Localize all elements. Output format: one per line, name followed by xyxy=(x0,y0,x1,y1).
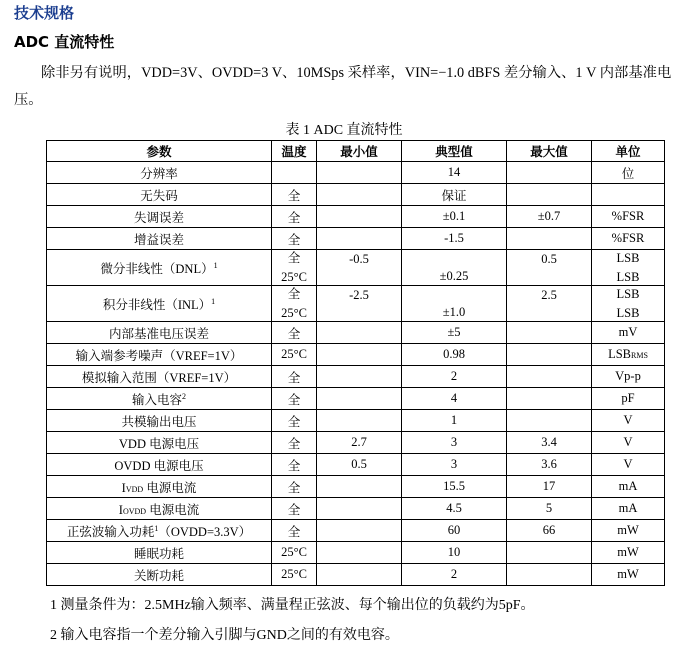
temp-cell: 全 xyxy=(272,228,317,250)
max-value: 2.5 xyxy=(541,288,557,302)
min-cell xyxy=(317,366,402,388)
footnote-ref: 1 xyxy=(154,523,159,533)
temp-cell: 全 xyxy=(272,476,317,498)
min-cell xyxy=(317,520,402,542)
min-cell xyxy=(317,206,402,228)
temp-cell: 25°C xyxy=(272,344,317,366)
max-cell: 3.4 xyxy=(507,432,592,454)
adc-dc-spec-table xyxy=(46,140,665,586)
param-label: 输入电容 xyxy=(131,392,182,407)
unit-bottom: LSB xyxy=(616,306,640,320)
header-unit: 单位 xyxy=(592,141,665,162)
table-row xyxy=(47,206,665,228)
footnote-1: 1 测量条件为：2.5MHz输入频率、满量程正弦波、每个输出位的负载约为5pF。 xyxy=(50,598,535,613)
unit-cell: Vp-p xyxy=(592,366,665,388)
unit-cell: mA xyxy=(592,476,665,498)
param-label: 电源电流 xyxy=(143,480,197,495)
sub-title: ADC 直流特性 xyxy=(14,33,115,51)
typ-cell: 4.5 xyxy=(402,498,507,520)
temp-25c: 25°C xyxy=(281,306,307,320)
table-row xyxy=(47,366,665,388)
max-cell: 66 xyxy=(507,520,592,542)
table-row xyxy=(47,542,665,564)
typ-cell: -1.5 xyxy=(402,228,507,250)
unit-cell: pF xyxy=(592,388,665,410)
unit-bottom: LSB xyxy=(616,270,640,284)
max-cell xyxy=(507,542,592,564)
typ-cell: 10 xyxy=(402,542,507,564)
typ-cell: 2 xyxy=(402,564,507,586)
min-cell xyxy=(317,184,402,206)
header-min: 最小值 xyxy=(317,141,402,162)
param-prefix: I xyxy=(118,502,123,517)
param-cell xyxy=(47,286,272,322)
min-cell xyxy=(317,322,402,344)
unit-cell: mW xyxy=(592,542,665,564)
param-cell: 关断功耗 xyxy=(47,564,272,586)
param-cell: 无失码 xyxy=(47,184,272,206)
typ-cell: 15.5 xyxy=(402,476,507,498)
param-cell: 共模输出电压 xyxy=(47,410,272,432)
table-row xyxy=(47,498,665,520)
typ-cell: 0.98 xyxy=(402,344,507,366)
footnote-ref: 1 xyxy=(211,296,216,306)
unit-value: LSB xyxy=(608,347,632,361)
param-cell xyxy=(47,498,272,520)
unit-cell: %FSR xyxy=(592,228,665,250)
table-row xyxy=(47,162,665,184)
unit-cell: V xyxy=(592,454,665,476)
table-row xyxy=(47,344,665,366)
unit-subscript: RMS xyxy=(631,351,648,360)
max-cell xyxy=(507,250,592,286)
table-row xyxy=(47,322,665,344)
param-prefix: I xyxy=(121,480,126,495)
temp-cell: 全 xyxy=(272,388,317,410)
max-cell xyxy=(507,228,592,250)
temp-cell: 全 xyxy=(272,366,317,388)
typ-cell: 2 xyxy=(402,366,507,388)
typ-cell: 1 xyxy=(402,410,507,432)
param-label: 正弦波输入功耗 xyxy=(66,524,155,539)
min-cell xyxy=(317,286,402,322)
max-cell xyxy=(507,286,592,322)
max-cell: 3.6 xyxy=(507,454,592,476)
param-cell: 分辨率 xyxy=(47,162,272,184)
table-row xyxy=(47,250,665,286)
temp-cell: 25°C xyxy=(272,542,317,564)
unit-cell xyxy=(592,250,665,286)
param-cell xyxy=(47,250,272,286)
unit-cell: %FSR xyxy=(592,206,665,228)
param-cell xyxy=(47,520,272,542)
table-caption: 表 1 ADC 直流特性 xyxy=(285,123,403,138)
max-cell: 17 xyxy=(507,476,592,498)
temp-cell: 全 xyxy=(272,432,317,454)
header-typ: 典型值 xyxy=(402,141,507,162)
param-cell xyxy=(47,388,272,410)
max-cell xyxy=(507,366,592,388)
table-row xyxy=(47,286,665,322)
typ-cell: 3 xyxy=(402,454,507,476)
temp-cell: 全 xyxy=(272,520,317,542)
min-cell: 0.5 xyxy=(317,454,402,476)
temp-cell: 25°C xyxy=(272,564,317,586)
param-label: 微分非线性（DNL） xyxy=(100,261,214,276)
temp-cell xyxy=(272,286,317,322)
temp-cell: 全 xyxy=(272,184,317,206)
typ-cell: ±5 xyxy=(402,322,507,344)
intro-paragraph: 除非另有说明，VDD=3V、OVDD=3 V、10MSps 采样率，VIN=−1.0 dBFS 差分输入、1 V 内部基准电压。 xyxy=(14,65,672,108)
table-row xyxy=(47,432,665,454)
min-cell xyxy=(317,476,402,498)
unit-top: LSB xyxy=(616,251,640,265)
typ-value: ±0.25 xyxy=(439,269,469,283)
param-subscript: OVDD xyxy=(122,506,147,516)
min-cell xyxy=(317,228,402,250)
param-subscript: VDD xyxy=(125,484,144,494)
typ-cell: 60 xyxy=(402,520,507,542)
min-cell xyxy=(317,162,402,184)
min-cell xyxy=(317,564,402,586)
max-cell xyxy=(507,344,592,366)
temp-cell: 全 xyxy=(272,206,317,228)
typ-cell: 3 xyxy=(402,432,507,454)
temp-cell: 全 xyxy=(272,410,317,432)
table-row xyxy=(47,184,665,206)
temp-25c: 25°C xyxy=(281,270,307,284)
param-cell: OVDD 电源电压 xyxy=(47,454,272,476)
param-cell: 增益误差 xyxy=(47,228,272,250)
section-title: 技术规格 xyxy=(14,4,75,22)
typ-cell: 14 xyxy=(402,162,507,184)
unit-cell xyxy=(592,344,665,366)
max-value: 0.5 xyxy=(541,252,557,266)
unit-cell: mA xyxy=(592,498,665,520)
temp-cell: 全 xyxy=(272,454,317,476)
unit-cell: V xyxy=(592,410,665,432)
temp-full: 全 xyxy=(287,287,301,301)
table-header-row xyxy=(47,141,665,162)
min-value: -2.5 xyxy=(349,288,369,302)
max-cell xyxy=(507,322,592,344)
param-cell: 失调误差 xyxy=(47,206,272,228)
typ-value: ±1.0 xyxy=(442,305,466,319)
min-cell xyxy=(317,498,402,520)
min-cell xyxy=(317,250,402,286)
temp-full: 全 xyxy=(287,251,301,265)
param-label: 积分非线性（INL） xyxy=(102,297,212,312)
table-row xyxy=(47,476,665,498)
table-row xyxy=(47,454,665,476)
temp-cell xyxy=(272,162,317,184)
param-cell: 模拟输入范围（VREF=1V） xyxy=(47,366,272,388)
max-cell: 5 xyxy=(507,498,592,520)
param-label: 电源电流 xyxy=(146,502,200,517)
footnote-ref: 1 xyxy=(213,260,218,270)
temp-cell xyxy=(272,250,317,286)
temp-cell: 全 xyxy=(272,498,317,520)
min-cell xyxy=(317,410,402,432)
table-row xyxy=(47,520,665,542)
unit-cell xyxy=(592,184,665,206)
unit-cell: V xyxy=(592,432,665,454)
table-row xyxy=(47,564,665,586)
unit-top: LSB xyxy=(616,287,640,301)
max-cell xyxy=(507,388,592,410)
header-temp: 温度 xyxy=(272,141,317,162)
max-cell: ±0.7 xyxy=(507,206,592,228)
param-cell xyxy=(47,476,272,498)
unit-cell: mV xyxy=(592,322,665,344)
param-cell: VDD 电源电压 xyxy=(47,432,272,454)
typ-cell: ±0.1 xyxy=(402,206,507,228)
unit-cell: mW xyxy=(592,520,665,542)
footnote-ref: 2 xyxy=(182,391,186,401)
max-cell xyxy=(507,184,592,206)
footnote-2: 2 输入电容指一个差分输入引脚与GND之间的有效电容。 xyxy=(50,628,399,643)
typ-cell: 保证 xyxy=(402,184,507,206)
table-row xyxy=(47,228,665,250)
min-cell xyxy=(317,388,402,410)
header-param: 参数 xyxy=(47,141,272,162)
typ-cell: 4 xyxy=(402,388,507,410)
param-cell: 睡眠功耗 xyxy=(47,542,272,564)
temp-cell: 全 xyxy=(272,322,317,344)
max-cell xyxy=(507,162,592,184)
typ-cell xyxy=(402,286,507,322)
min-cell xyxy=(317,344,402,366)
header-max: 最大值 xyxy=(507,141,592,162)
max-cell xyxy=(507,410,592,432)
min-value: -0.5 xyxy=(349,252,369,266)
param-cell: 内部基准电压误差 xyxy=(47,322,272,344)
table-row xyxy=(47,388,665,410)
unit-cell: mW xyxy=(592,564,665,586)
param-condition: （OVDD=3.3V） xyxy=(158,524,252,539)
min-cell: 2.7 xyxy=(317,432,402,454)
table-row xyxy=(47,410,665,432)
typ-cell xyxy=(402,250,507,286)
param-cell: 输入端参考噪声（VREF=1V） xyxy=(47,344,272,366)
max-cell xyxy=(507,564,592,586)
unit-cell: 位 xyxy=(592,162,665,184)
unit-cell xyxy=(592,286,665,322)
min-cell xyxy=(317,542,402,564)
